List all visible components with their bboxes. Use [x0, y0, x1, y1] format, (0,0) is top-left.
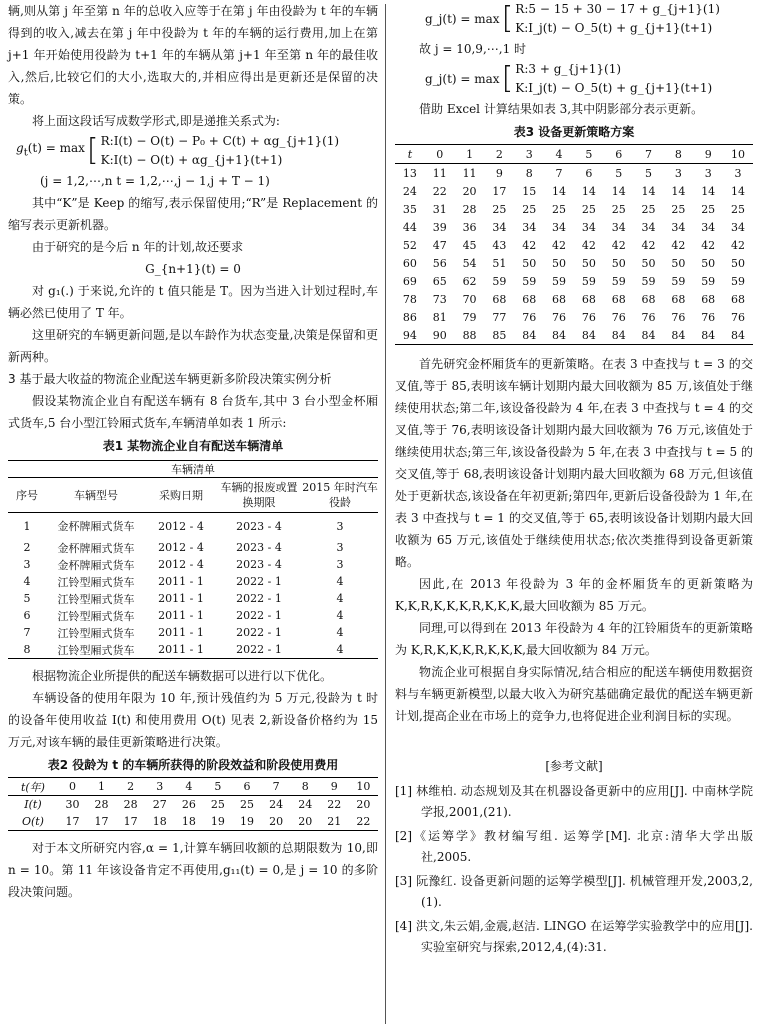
- table-cell: 50: [701, 256, 716, 270]
- table-cell: 84: [693, 326, 723, 345]
- table-cell: 4: [302, 641, 378, 659]
- table-row: [8, 556, 378, 573]
- table-2-caption: 表2 役龄为 t 的车辆所获得的阶段效益和阶段使用费用: [47, 758, 339, 772]
- table-cell: 金杯牌厢式货车: [57, 541, 135, 555]
- table-cell: 24: [402, 184, 417, 198]
- table-cell: 94: [395, 326, 425, 345]
- table-cell: 42: [701, 238, 716, 252]
- table-cell: 59: [731, 274, 746, 288]
- recurrence-intro: 将上面这段话写成数学形式,即是递推关系式为:: [32, 114, 280, 128]
- table-cell: 42: [671, 238, 686, 252]
- table-cell: 8: [8, 641, 46, 659]
- table-row: [8, 813, 378, 831]
- table-cell: 2011 - 1: [146, 641, 216, 659]
- table-cell: 5: [645, 166, 653, 180]
- table-cell: 77: [492, 310, 507, 324]
- table-cell: 28: [462, 202, 477, 216]
- table-cell: 25: [641, 202, 656, 216]
- row-label: O(t): [8, 813, 58, 831]
- table-cell: 84: [604, 326, 634, 345]
- table-cell: 9: [320, 778, 349, 796]
- table-cell: 65: [432, 274, 447, 288]
- table-cell: 1: [87, 778, 116, 796]
- table-cell: 2012 - 4: [158, 541, 204, 554]
- table-cell: 14: [731, 184, 746, 198]
- table-cell: 7: [555, 166, 563, 180]
- table-cell: 江铃型厢式货车: [57, 609, 135, 623]
- table-cell: 25: [611, 202, 626, 216]
- table-cell: 15: [522, 184, 537, 198]
- table-cell: 4: [23, 575, 31, 588]
- table-cell: 30: [65, 798, 80, 811]
- table-cell: 3: [734, 166, 742, 180]
- table-cell: 0: [58, 778, 87, 796]
- table-cell: 62: [462, 274, 477, 288]
- table-row: [8, 607, 378, 624]
- table-cell: 42: [581, 238, 596, 252]
- table-cell: 3: [704, 166, 712, 180]
- reference-item: [4] 洪文,朱云娟,金震,赵洁. LINGO 在运筹学实验教学中的应用[J]. 实验室研究与探索,2012,4,(4):31.: [395, 919, 753, 954]
- table-cell: 7: [262, 778, 291, 796]
- table-cell: 2012 - 4: [158, 519, 204, 533]
- table-cell: 2023 - 4: [236, 519, 282, 533]
- right-column: [395, 0, 753, 961]
- references-list: [395, 781, 753, 958]
- table-cell: 3: [674, 166, 682, 180]
- table-row: [395, 290, 753, 308]
- table-3-caption: 表3 设备更新策略方案: [513, 125, 635, 139]
- table-cell: 59: [552, 274, 567, 288]
- table-cell: 2012 - 4: [158, 558, 204, 571]
- table-cell: 50: [671, 256, 686, 270]
- table-1-caption: 表1 某物流企业自有配送车辆清单: [102, 439, 284, 453]
- table-cell: 3: [23, 558, 31, 571]
- table-cell: 60: [402, 256, 417, 270]
- table-cell: 34: [731, 220, 746, 234]
- table-cell: 2022 - 1: [236, 592, 282, 605]
- table-header: 4: [544, 145, 574, 164]
- conclusion-paragraph: 物流企业可根据自身实际情况,结合相应的配送车辆使用数据资料与车辆更新模型,以最大收入为研究基础确定最优的配送车辆更新计划,提高企业在市场上的竞争力,也将促进企业利润目标的实现。: [395, 665, 753, 723]
- table-cell: 34: [581, 220, 596, 234]
- table-cell: 34: [522, 220, 537, 234]
- table-row: [395, 182, 753, 200]
- table-cell: 5: [203, 778, 232, 796]
- table-cell: 68: [522, 292, 537, 306]
- table-cell: 84: [723, 326, 753, 345]
- table-cell: 25: [522, 202, 537, 216]
- table-cell: 45: [462, 238, 477, 252]
- table-cell: 25: [671, 202, 686, 216]
- table-cell: 25: [210, 798, 225, 811]
- references-title: [参考文献]: [545, 759, 603, 773]
- table-cell: 14: [552, 184, 567, 198]
- table-cell: 50: [611, 256, 626, 270]
- table-cell: 2022 - 1: [236, 575, 282, 588]
- formula-keep: K:I(t) − O(t) + αg_{j+1}(t+1): [100, 153, 283, 167]
- table-3: [395, 144, 753, 345]
- formula-replace: R:I(t) − O(t) − P₀ + C(t) + αg_{j+1}(1): [100, 134, 340, 148]
- table-cell: 76: [641, 310, 656, 324]
- table-header: 6: [604, 145, 634, 164]
- table-cell: 79: [462, 310, 477, 324]
- column-divider: [385, 4, 386, 1024]
- table-cell: 20: [291, 813, 320, 831]
- table-cell: 84: [574, 326, 604, 345]
- boundary-formula: G_{n+1}(t) = 0: [145, 262, 241, 276]
- table-cell: 3: [336, 519, 344, 533]
- table-cell: 14: [641, 184, 656, 198]
- table-cell: 84: [514, 326, 544, 345]
- table-cell: 34: [611, 220, 626, 234]
- table-cell: 江铃型厢式货车: [57, 575, 135, 589]
- table-cell: 3: [336, 558, 344, 571]
- table-cell: 20: [262, 813, 291, 831]
- table-cell: 34: [701, 220, 716, 234]
- table-cell: 7: [23, 626, 31, 639]
- table-header: 1: [455, 145, 485, 164]
- table-row: [395, 308, 753, 326]
- table-cell: 18: [174, 813, 203, 831]
- table-cell: 73: [432, 292, 447, 306]
- table-cell: 43: [492, 238, 507, 252]
- table-cell: 6: [23, 609, 31, 622]
- table-cell: 50: [641, 256, 656, 270]
- table-cell: 21: [320, 813, 349, 831]
- table-cell: 金杯牌厢式货车: [57, 558, 135, 572]
- brace-bracket: [: [501, 1, 514, 36]
- table-cell: 50: [552, 256, 567, 270]
- table-cell: 4: [336, 592, 344, 605]
- table-cell: 42: [611, 238, 626, 252]
- table-header: 9: [693, 145, 723, 164]
- table-cell: 68: [731, 292, 746, 306]
- table-cell: 59: [671, 274, 686, 288]
- table-cell: 22: [327, 798, 342, 811]
- table-cell: 76: [552, 310, 567, 324]
- reference-item: [3] 阮豫红. 设备更新问题的运筹学模型[J]. 机械管理开发,2003,2,(1).: [395, 874, 753, 909]
- keep-replacement-paragraph: 其中“K”是 Keep 的缩写,表示保留使用;“R”是 Replacement 的缩写表示更新机器。: [8, 196, 378, 232]
- jinbei-paragraph: 首先研究金杯厢货车的更新策略。在表 3 中查找与 t = 3 的交叉值,等于 85,表明该车辆计划期内最大回收额为 85 万,该值处于继续使用状态;第二年,该设备役龄为 4 年,在表 3 中查找与 t = 4 的交叉值,等于 76,表明该设备计划期内最大回收额为 76 万元,该值处于继续使用状态;第三年,该设备役龄为 5 年,在表 3 中查找与 t = 5 的交叉值,等于 68,表明该设备计划期内最大回收额为 68 万元,但该值处于更新状态,该设备在年初更新;第四年,更新后设备役龄为 1 年,在表 3 中查找与 t = 1 的交叉值,等于 65,表明该设备计划期内最大回收额为 65 万元,该值处于继续使用状态;依次类推得到设备更新策略。: [395, 357, 753, 569]
- brace-bracket: [: [501, 61, 514, 96]
- table-1-header: 采购日期: [146, 478, 216, 513]
- table-cell: 81: [432, 310, 447, 324]
- table-cell: 4: [174, 778, 203, 796]
- formula-4: [395, 60, 753, 98]
- table-cell: 25: [581, 202, 596, 216]
- table-header: t: [395, 145, 425, 164]
- table-cell: 68: [492, 292, 507, 306]
- excel-paragraph: 借助 Excel 计算结果如表 3,其中阴影部分表示更新。: [419, 102, 704, 116]
- table-cell: 76: [522, 310, 537, 324]
- formula-3-replace: R:5 − 15 + 30 − 17 + g_{j+1}(1): [515, 2, 720, 16]
- table-row: [395, 218, 753, 236]
- table-cell: 3: [145, 778, 174, 796]
- table-cell: 59: [611, 274, 626, 288]
- table-cell: 84: [544, 326, 574, 345]
- table-cell: 44: [402, 220, 417, 234]
- formula-range: (j = 1,2,⋯,n t = 1,2,⋯,j − 1,j + T − 1): [40, 174, 270, 188]
- final-paragraph: 对于本文所研究内容,α = 1,计算车辆回收额的总期限数为 10,即 n = 10。第 11 年该设备肯定不再使用,g₁₁(t) = 0,是 j = 10 的多阶段决策问题。: [8, 841, 378, 899]
- table-row: [395, 272, 753, 290]
- assume-paragraph: 假设某物流企业自有配送车辆有 8 台货车,其中 3 台小型金杯厢式货车,5 台小型江铃厢式货车,车辆清单如表 1 所示:: [8, 394, 378, 430]
- table-header: 2: [484, 145, 514, 164]
- after-table1-paragraph: 根据物流企业所提供的配送车辆数据可以进行以下优化。: [32, 669, 333, 683]
- table-1-group-header: 车辆清单: [8, 461, 378, 478]
- table-1-header: 车辆的报废或置换期限: [216, 478, 302, 513]
- table-cell: 13: [402, 166, 417, 180]
- table-cell: 26: [181, 798, 196, 811]
- table-cell: 34: [641, 220, 656, 234]
- table-cell: 90: [425, 326, 455, 345]
- table-cell: 47: [432, 238, 447, 252]
- thus-paragraph: 因此,在 2013 年役龄为 3 年的金杯厢货车的更新策略为 K,K,R,K,K,K,R,K,K,K,最大回收额为 85 万元。: [395, 577, 753, 613]
- table-row: [395, 236, 753, 254]
- table-cell: 25: [552, 202, 567, 216]
- table-cell: 54: [462, 256, 477, 270]
- same-paragraph: 同理,可以得到在 2013 年役龄为 4 年的江铃厢货车的更新策略为 K,R,K,K,K,R,K,K,K,最大回收额为 84 万元。: [395, 621, 753, 657]
- reference-item: [1] 林维柏. 动态规划及其在机器设备更新中的应用[J]. 中南林学院学报,2001,(21).: [395, 784, 753, 819]
- table-cell: 34: [492, 220, 507, 234]
- table-1: [8, 460, 378, 659]
- table-cell: 江铃型厢式货车: [57, 626, 135, 640]
- table-cell: 17: [492, 184, 507, 198]
- table-cell: 6: [585, 166, 593, 180]
- reference-item: [2]《运筹学》教材编写组. 运筹学[M]. 北京:清华大学出版社,2005.: [395, 829, 753, 864]
- table-cell: 4: [336, 609, 344, 622]
- table-cell: 22: [432, 184, 447, 198]
- table-header: 8: [663, 145, 693, 164]
- table-row: [8, 641, 378, 659]
- table-cell: 85: [484, 326, 514, 345]
- table-cell: 59: [641, 274, 656, 288]
- formula-lhs: $g_t(t) = \max$: [16, 141, 85, 159]
- g1-paragraph: 对 g₁(.) 于来说,允许的 t 值只能是 T。因为当进入计划过程时,车辆必然已使用了 T 年。: [8, 284, 378, 320]
- table-cell: 22: [349, 813, 378, 831]
- row-label: t(年): [8, 778, 58, 796]
- table-cell: 2011 - 1: [158, 592, 204, 605]
- table-cell: 25: [731, 202, 746, 216]
- table-cell: 42: [731, 238, 746, 252]
- table-cell: 金杯牌厢式货车: [57, 520, 135, 533]
- table-cell: 4: [336, 575, 344, 588]
- table-2: [8, 777, 378, 831]
- table-cell: 68: [701, 292, 716, 306]
- table-1-header: 序号: [8, 478, 46, 513]
- table-cell: 2: [116, 778, 145, 796]
- table-cell: 8: [525, 166, 533, 180]
- table-cell: 76: [671, 310, 686, 324]
- table-cell: 52: [402, 238, 417, 252]
- table-cell: 39: [432, 220, 447, 234]
- table-cell: 9: [495, 166, 503, 180]
- table-cell: 68: [611, 292, 626, 306]
- table-cell: 2022 - 1: [216, 641, 302, 659]
- table-row: [8, 778, 378, 796]
- table-cell: 50: [731, 256, 746, 270]
- table-cell: 68: [641, 292, 656, 306]
- table-cell: 42: [641, 238, 656, 252]
- table-cell: 24: [269, 798, 284, 811]
- table-cell: 42: [522, 238, 537, 252]
- table-cell: 江铃型厢式货车: [46, 641, 146, 659]
- table-row: [8, 624, 378, 641]
- table-cell: 20: [356, 798, 371, 811]
- table-cell: 3: [336, 541, 344, 554]
- table-cell: 18: [145, 813, 174, 831]
- table-cell: 76: [581, 310, 596, 324]
- table-1-header: 车辆型号: [46, 478, 146, 513]
- j-loop-paragraph: 故 j = 10,9,⋯,1 时: [419, 42, 527, 56]
- table-cell: 14: [701, 184, 716, 198]
- table-cell: 51: [492, 256, 507, 270]
- table-cell: 25: [492, 202, 507, 216]
- table-cell: 14: [671, 184, 686, 198]
- table-cell: 50: [581, 256, 596, 270]
- table-row: [395, 200, 753, 218]
- table-cell: 68: [581, 292, 596, 306]
- table-cell: 17: [87, 813, 116, 831]
- state-paragraph: 这里研究的车辆更新问题,是以车龄作为状态变量,决策是保留和更新两种。: [8, 328, 378, 364]
- table-cell: 59: [701, 274, 716, 288]
- intro-paragraph: 辆,则从第 j 年至第 n 年的总收入应等于在第 j 年由役龄为 t 年的车辆得到的收入,减去在第 j 年中役龄为 t 年的车辆的运行费用,加上在第 j+1 年开始使用役龄为 t+1 年的车辆从第 j+1 年至第 n 年的最佳收入,然后,比较它们的大小,选取大的,并相应得出是更新还是保留的决策。: [8, 4, 378, 106]
- table-cell: 28: [123, 798, 138, 811]
- formula-4-lhs: g_j(t) = max: [425, 72, 500, 86]
- table-cell: 5: [615, 166, 623, 180]
- table-cell: 76: [701, 310, 716, 324]
- plan-paragraph: 由于研究的是今后 n 年的计划,故还要求: [32, 240, 244, 254]
- table-cell: 69: [402, 274, 417, 288]
- table-cell: 1: [23, 519, 31, 533]
- formula-3-lhs: g_j(t) = max: [425, 12, 500, 26]
- table-row: [8, 539, 378, 556]
- recurrence-formula: [8, 132, 378, 192]
- left-column: [8, 0, 378, 903]
- table-cell: 17: [58, 813, 87, 831]
- table-cell: 68: [552, 292, 567, 306]
- table-cell: 59: [492, 274, 507, 288]
- table-cell: 34: [671, 220, 686, 234]
- table-cell: 4: [336, 626, 344, 639]
- table-cell: 8: [291, 778, 320, 796]
- table-cell: 76: [611, 310, 626, 324]
- table-cell: 2011 - 1: [158, 575, 204, 588]
- table-header: 0: [425, 145, 455, 164]
- table-row: [395, 164, 753, 183]
- table-row: [8, 796, 378, 814]
- table-header: 3: [514, 145, 544, 164]
- table-cell: 24: [298, 798, 313, 811]
- row-label: I(t): [24, 798, 42, 811]
- table-row: [8, 590, 378, 607]
- table-cell: 2023 - 4: [236, 541, 282, 554]
- table-cell: 68: [671, 292, 686, 306]
- table-cell: 江铃型厢式货车: [57, 592, 135, 606]
- table-cell: 2011 - 1: [158, 626, 204, 639]
- table-cell: 2023 - 4: [236, 558, 282, 571]
- table-cell: 50: [522, 256, 537, 270]
- table-cell: 35: [402, 202, 417, 216]
- table-row: [8, 573, 378, 590]
- table-cell: 84: [663, 326, 693, 345]
- table-cell: 27: [152, 798, 167, 811]
- table-cell: 5: [23, 592, 31, 605]
- table-cell: 14: [611, 184, 626, 198]
- table-cell: 56: [432, 256, 447, 270]
- table-row: [395, 254, 753, 272]
- table-cell: 42: [552, 238, 567, 252]
- table-cell: 2022 - 1: [236, 626, 282, 639]
- formula-3-keep: K:I_j(t) − O_5(t) + g_{j+1}(t+1): [515, 21, 713, 35]
- table-cell: 34: [552, 220, 567, 234]
- section-3-heading: 3 基于最大收益的物流企业配送车辆更新多阶段决策实例分析: [8, 372, 332, 386]
- table-cell: 36: [462, 220, 477, 234]
- table-1-header: 2015 年时汽车役龄: [302, 478, 378, 513]
- table-cell: 2011 - 1: [158, 609, 204, 622]
- table-cell: 17: [116, 813, 145, 831]
- table-cell: 6: [232, 778, 261, 796]
- table-cell: 14: [581, 184, 596, 198]
- table-cell: 76: [731, 310, 746, 324]
- table-cell: 11: [462, 166, 477, 180]
- formula-3: [395, 0, 753, 38]
- table-row: [8, 513, 378, 540]
- table-cell: 19: [203, 813, 232, 831]
- params-paragraph: 车辆设备的使用年限为 10 年,预计残值约为 5 万元,役龄为 t 时的设备年使用收益 I(t) 和使用费用 O(t) 见表 2,新设备价格约为 15 万元,对该车辆的最佳更新策略进行决策。: [8, 691, 378, 749]
- table-cell: 25: [240, 798, 255, 811]
- brace-bracket: [: [86, 133, 99, 168]
- table-cell: 28: [94, 798, 109, 811]
- table-cell: 31: [432, 202, 447, 216]
- table-cell: 10: [349, 778, 378, 796]
- table-header: 7: [634, 145, 664, 164]
- table-header-row: [395, 145, 753, 164]
- table-cell: 2: [23, 541, 31, 554]
- table-cell: 2022 - 1: [236, 609, 282, 622]
- table-cell: 59: [581, 274, 596, 288]
- table-header: 5: [574, 145, 604, 164]
- table-cell: 70: [462, 292, 477, 306]
- table-cell: 20: [462, 184, 477, 198]
- table-cell: 25: [701, 202, 716, 216]
- table-cell: 86: [402, 310, 417, 324]
- table-cell: 88: [455, 326, 485, 345]
- table-cell: 19: [232, 813, 261, 831]
- table-cell: 11: [432, 166, 447, 180]
- table-cell: 59: [522, 274, 537, 288]
- table-header: 10: [723, 145, 753, 164]
- table-cell: 78: [402, 292, 417, 306]
- formula-4-keep: K:I_j(t) − O_5(t) + g_{j+1}(t+1): [515, 81, 713, 95]
- table-row: [395, 326, 753, 345]
- table-cell: 84: [634, 326, 664, 345]
- formula-4-replace: R:3 + g_{j+1}(1): [515, 62, 622, 76]
